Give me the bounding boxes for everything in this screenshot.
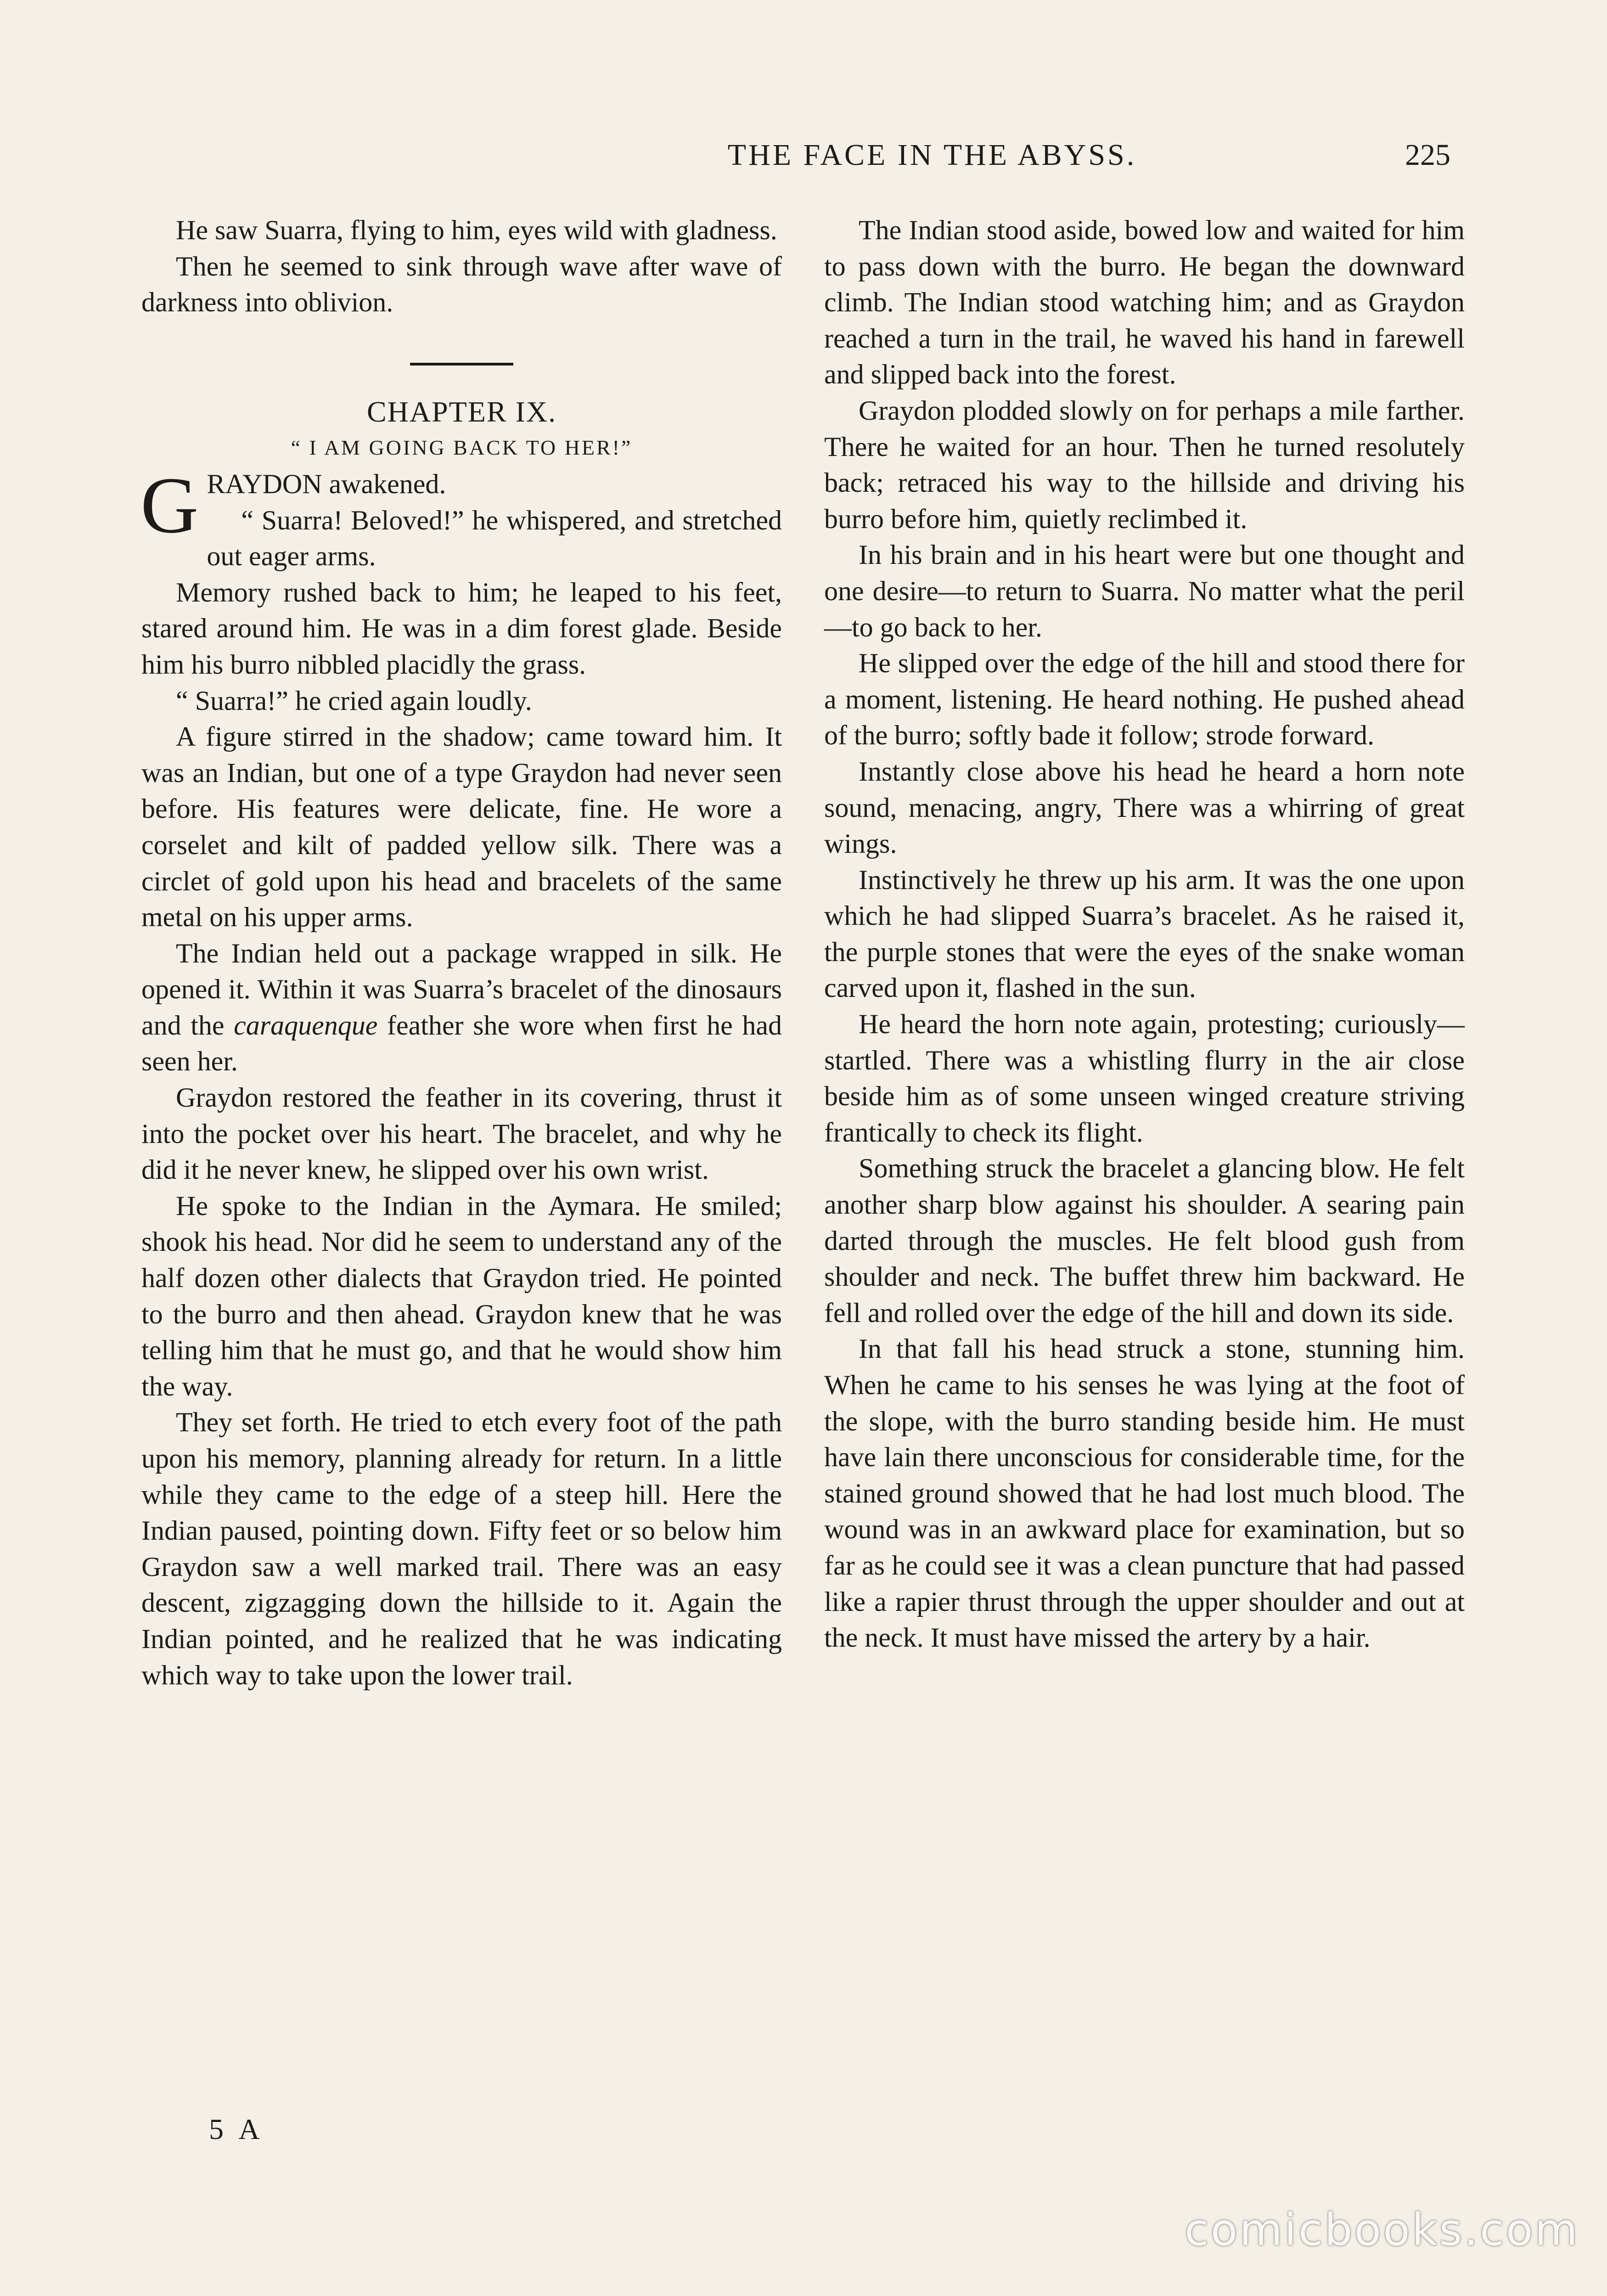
text-run: feather she wore when first he had seen her. [141, 1010, 782, 1077]
chapter-subtitle: “ I AM GOING BACK TO HER!” [291, 436, 633, 460]
drop-cap: G [140, 460, 199, 550]
paragraph: RAYDON awakened. [207, 468, 446, 499]
left-column [141, 212, 782, 1693]
paragraph: In his brain and in his heart were but one thought and one desire—to return to Suarra. No matter what the peril—to go back to her. [824, 540, 1465, 642]
paragraph: Something struck the bracelet a glancing blow. He felt another sharp blow against his shoulder. A searing pain darted through the muscles. He felt blood gush from shoulder and neck. The buffet threw him backward. He fell and rolled over the edge of the hill and down its side. [824, 1153, 1465, 1328]
paragraph: “ Suarra! Beloved!” he whispered, and stretched out eager arms. [207, 505, 782, 572]
paragraph: Graydon plodded slowly on for perhaps a mile farther. There he waited for an hour. Then he turned resolutely back; retraced his way to the hillside and driving his burro before him, quietly reclimbed it. [824, 395, 1465, 534]
page-number: 225 [1405, 138, 1450, 172]
signature-mark: 5 A [209, 2113, 264, 2145]
paragraph: Graydon restored the feather in its covering, thrust it into the pocket over his heart. The bracelet, and why he did it he never knew, he slipped over his own wrist. [141, 1082, 782, 1185]
running-head: THE FACE IN THE ABYSS. [727, 138, 1137, 172]
paragraph: He heard the horn note again, protesting; curiously—startled. There was a whistling flurry in the air close beside him as of some unseen winged creature striving frantically to check its flight. [824, 1009, 1465, 1148]
paragraph: Instantly close above his head he heard a horn note sound, menacing, angry, There was a whirring of great wings. [824, 756, 1465, 859]
paragraph: A figure stirred in the shadow; came toward him. It was an Indian, but one of a type Graydon had never seen before. His features were delicate, fine. He wore a corselet and kilt of padded yellow silk. There was a circlet of gold upon his head and bracelets of the same metal on his upper arms. [141, 721, 782, 933]
watermark: comicbooks.com [1185, 2204, 1580, 2256]
paragraph: Instinctively he threw up his arm. It was the one upon which he had slipped Suarra’s bracelet. As he raised it, the purple stones that were the eyes of the snake woman carved upon it, flashed in the sun. [824, 864, 1465, 1003]
paragraph: “ Suarra!” he cried again loudly. [176, 685, 532, 716]
paragraph: In that fall his head struck a stone, stunning him. When he came to his senses he was lying at the foot of the slope, with the burro standing beside him. He must have lain there unconscious for considerable time, for the stained ground showed that he had lost much blood. The wound was in an awkward place for examination, but so far as he could see it was a clean puncture that had passed like a rapier thrust through the upper shoulder and out at the neck. It must have missed the artery by a hair. [824, 1334, 1465, 1653]
paragraph: Then he seemed to sink through wave after wave of darkness into oblivion. [141, 251, 782, 318]
right-column [824, 212, 1465, 1656]
paragraph: He spoke to the Indian in the Aymara. He smiled; shook his head. Nor did he seem to understand any of the half dozen other dialects that Graydon tried. He pointed to the burro and then ahead. Graydon knew that he was telling him that he must go, and that he would show him the way. [141, 1190, 782, 1401]
paragraph: The Indian stood aside, bowed low and waited for him to pass down with the burro. He began the downward climb. The Indian stood watching him; and as Graydon reached a turn in the trail, he waved his hand in farewell and slipped back into the forest. [824, 215, 1465, 390]
paragraph: They set forth. He tried to etch every foot of the path upon his memory, planning already for return. In a little while they came to the edge of a steep hill. Here the Indian paused, pointing down. Fifty feet or so below him Graydon saw a well marked trail. There was an easy descent, zigzagging down the hillside to it. Again the Indian pointed, and he realized that he was indicating which way to take upon the lower trail. [141, 1407, 782, 1690]
text-run: The Indian held out a package wrapped in silk. He opened it. Within it was Suarra’s bracelet of the dinosaurs and the [141, 938, 782, 1041]
paragraph: He slipped over the edge of the hill and stood there for a moment, listening. He heard nothing. He pushed ahead of the burro; softly bade it follow; strode forward. [824, 648, 1465, 751]
section-divider [410, 363, 513, 366]
chapter-title: CHAPTER IX. [366, 395, 557, 428]
paragraph: Memory rushed back to him; he leaped to his feet, stared around him. He was in a dim forest glade. Beside him his burro nibbled placidly the grass. [141, 577, 782, 680]
paragraph [141, 935, 782, 1080]
chapter-opening [140, 460, 782, 574]
italic-word: caraquenque [234, 1010, 378, 1041]
paragraph: He saw Suarra, flying to him, eyes wild with gladness. [176, 215, 777, 245]
